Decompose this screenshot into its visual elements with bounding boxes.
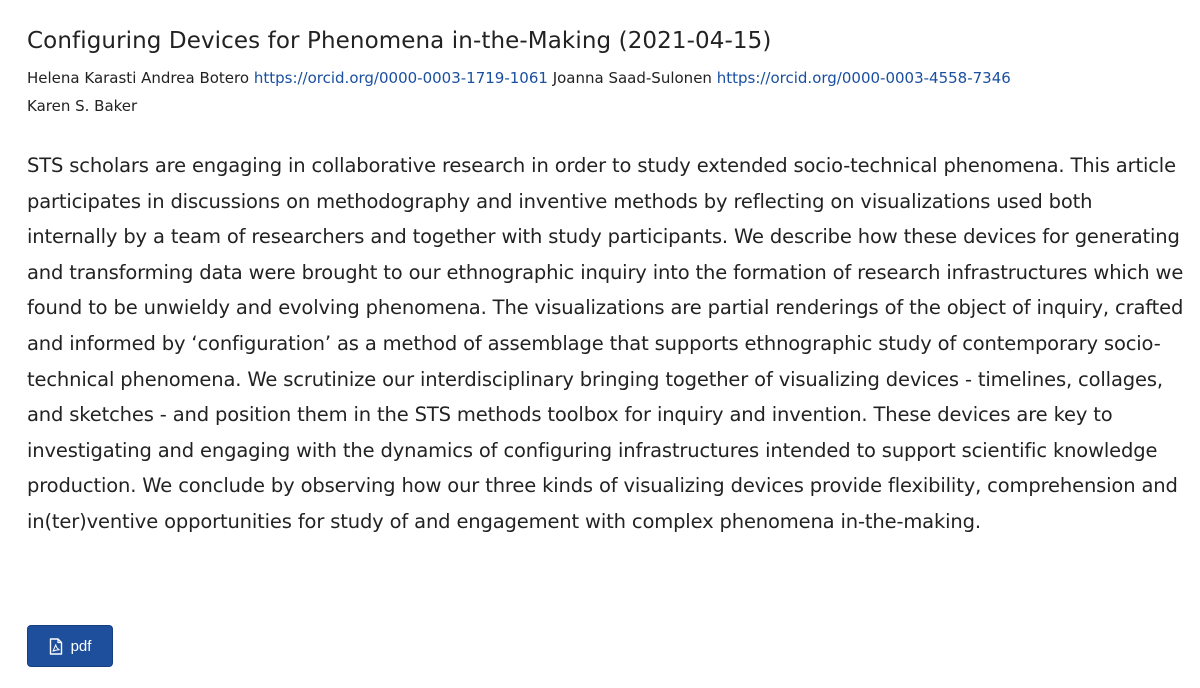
- orcid-link[interactable]: https://orcid.org/0000-0003-4558-7346: [716, 69, 1011, 87]
- pdf-button-label: pdf: [70, 637, 92, 655]
- author-name: Joanna Saad-Sulonen: [552, 69, 712, 87]
- author-name: Helena Karasti: [27, 69, 137, 87]
- article-title: Configuring Devices for Phenomena in-the-Making (2021-04-15): [27, 28, 772, 54]
- pdf-button[interactable]: [27, 625, 113, 667]
- file-pdf-icon: [49, 638, 63, 655]
- author-name: Karen S. Baker: [27, 97, 138, 115]
- author-list: [27, 64, 1147, 120]
- author-name: Andrea Botero: [141, 69, 250, 87]
- orcid-link[interactable]: https://orcid.org/0000-0003-1719-1061: [253, 69, 548, 87]
- abstract: STS scholars are engaging in collaborative research in order to study extended socio-technical phenomena. This article participates in discussions on methodography and inventive methods by reflecting on visualizations used both internally by a team of researchers and together with study participants. We describe how these devices for generating and transforming data were brought to our ethnographic inquiry into the formation of research infrastructures which we found to be unwieldy and evolving phenomena. The visualizations are partial renderings of the object of inquiry, crafted and informed by ‘configuration’ as a method of assemblage that supports ethnographic study of contemporary socio-technical phenomena. We scrutinize our interdisciplinary bringing together of visualizing devices - timelines, collages, and sketches - and position them in the STS methods toolbox for inquiry and invention. These devices are key to investigating and engaging with the dynamics of configuring infrastructures intended to support scientific knowledge production. We conclude by observing how our three kinds of visualizing devices provide flexibility, comprehension and in(ter)ventive opportunities for study of and engagement with complex phenomena in-the-making.: [27, 154, 1184, 533]
